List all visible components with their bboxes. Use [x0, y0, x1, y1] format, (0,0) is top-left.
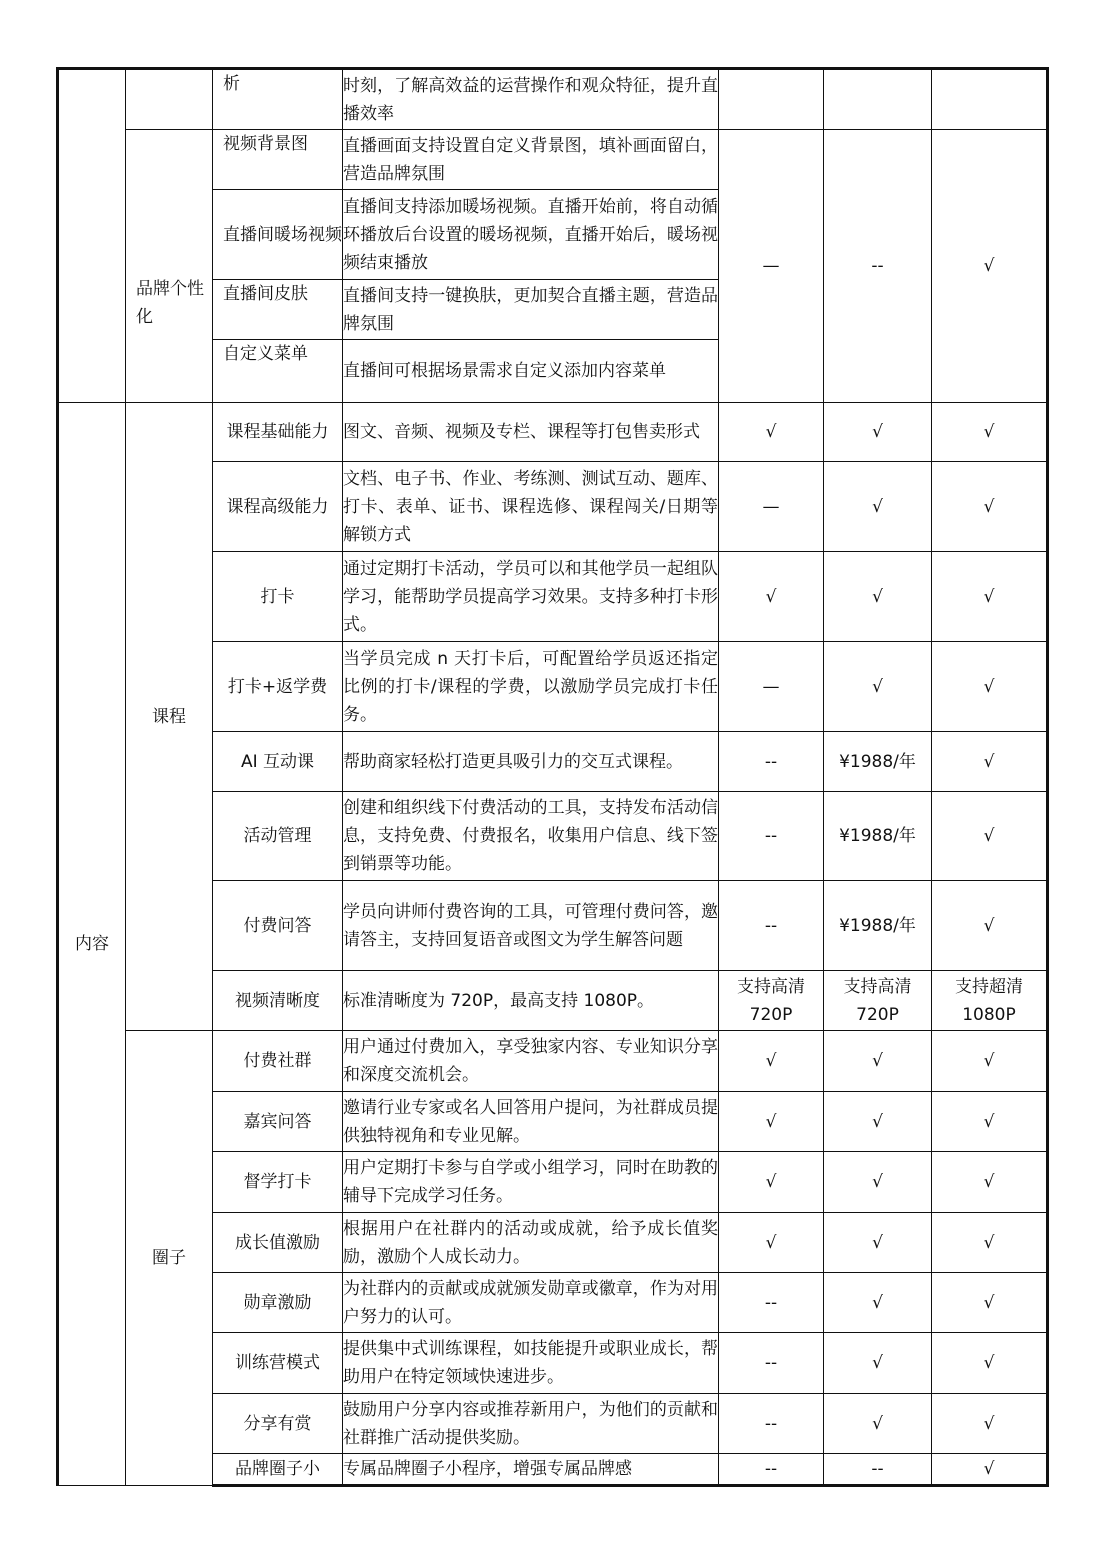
tier-2-value: √ [824, 1092, 932, 1152]
feature-description: 创建和组织线下付费活动的工具，支持发布活动信息，支持免费、付费报名，收集用户信息、线下签到销票等功能。 [343, 792, 719, 881]
feature-name: 付费问答 [213, 881, 343, 971]
tier-2-value: ¥1988/年 [824, 792, 932, 881]
feature-name: 课程高级能力 [213, 462, 343, 552]
feature-description: 鼓励用户分享内容或推荐新用户，为他们的贡献和社群推广活动提供奖励。 [343, 1394, 719, 1454]
feature-name: 品牌圈子小 [213, 1454, 343, 1486]
feature-description: 文档、电子书、作业、考练测、测试互动、题库、打卡、表单、证书、课程选修、课程闯关/日期等解锁方式 [343, 462, 719, 552]
tier-3-value: √ [932, 1152, 1048, 1213]
tier-3-value: √ [932, 1454, 1048, 1486]
tier-3-value: √ [932, 130, 1048, 403]
tier-3-value: √ [932, 881, 1048, 971]
feature-name: 训练营模式 [213, 1333, 343, 1394]
feature-description: 时刻，了解高效益的运营操作和观众特征，提升直播效率 [343, 69, 719, 130]
feature-description: 用户定期打卡参与自学或小组学习，同时在助教的辅导下完成学习任务。 [343, 1152, 719, 1213]
category-cell-blank [58, 69, 126, 403]
group-circle: 圈子 [126, 1031, 213, 1486]
tier-1-value: √ [719, 1092, 824, 1152]
tier-2-value: √ [824, 1394, 932, 1454]
tier-3-value: √ [932, 1273, 1048, 1333]
tier-1-value: -- [719, 732, 824, 792]
tier-1-value: √ [719, 1031, 824, 1092]
tier-3-value: √ [932, 1092, 1048, 1152]
feature-description: 提供集中式训练课程，如技能提升或职业成长，帮助用户在特定领域快速进步。 [343, 1333, 719, 1394]
tier-3-value: √ [932, 792, 1048, 881]
tier-2-value: √ [824, 1031, 932, 1092]
tier-1-value: √ [719, 1152, 824, 1213]
tier-3-value: √ [932, 1031, 1048, 1092]
feature-name: 视频背景图 [213, 130, 343, 190]
table-row [58, 69, 1048, 130]
table-row [58, 1031, 1048, 1092]
feature-name: 成长值激励 [213, 1213, 343, 1273]
feature-description: 当学员完成 n 天打卡后，可配置给学员返还指定比例的打卡/课程的学费，以激励学员完成打卡任务。 [343, 642, 719, 732]
feature-description: 直播画面支持设置自定义背景图，填补画面留白，营造品牌氛围 [343, 130, 719, 190]
feature-name: 直播间皮肤 [213, 280, 343, 340]
tier-3-value: √ [932, 462, 1048, 552]
tier-1-value: -- [719, 1333, 824, 1394]
feature-description: 用户通过付费加入，享受独家内容、专业知识分享和深度交流机会。 [343, 1031, 719, 1092]
tier-3-value: √ [932, 1394, 1048, 1454]
tier-2-value: √ [824, 552, 932, 642]
tier-1-value: √ [719, 403, 824, 462]
tier-3-value: √ [932, 1213, 1048, 1273]
feature-description: 专属品牌圈子小程序，增强专属品牌感 [343, 1454, 719, 1486]
tier-2-value [824, 69, 932, 130]
tier-1-value: -- [719, 1273, 824, 1333]
feature-name: 付费社群 [213, 1031, 343, 1092]
tier-2-value: -- [824, 1454, 932, 1486]
feature-name: 视频清晰度 [213, 971, 343, 1031]
tier-1-value: √ [719, 1213, 824, 1273]
feature-description: 学员向讲师付费咨询的工具，可管理付费问答，邀请答主，支持回复语音或图文为学生解答问题 [343, 881, 719, 971]
tier-1-value: -- [719, 1394, 824, 1454]
feature-description: 帮助商家轻松打造更具吸引力的交互式课程。 [343, 732, 719, 792]
tier-2-value: -- [824, 130, 932, 403]
tier-2-value: √ [824, 403, 932, 462]
feature-description: 直播间可根据场景需求自定义添加内容菜单 [343, 340, 719, 403]
table-row [58, 403, 1048, 462]
tier-3-value: √ [932, 403, 1048, 462]
tier-1-value: -- [719, 792, 824, 881]
feature-name: 打卡+返学费 [213, 642, 343, 732]
group-cell-blank [126, 69, 213, 130]
tier-2-value: ¥1988/年 [824, 881, 932, 971]
feature-name: 直播间暖场视频 [213, 190, 343, 280]
feature-name: AI 互动课 [213, 732, 343, 792]
tier-1-value: — [719, 642, 824, 732]
tier-1-value: 支持高清720P [719, 971, 824, 1031]
feature-description: 直播间支持添加暖场视频。直播开始前，将自动循环播放后台设置的暖场视频，直播开始后，暖场视频结束播放 [343, 190, 719, 280]
feature-name: 督学打卡 [213, 1152, 343, 1213]
feature-description: 为社群内的贡献或成就颁发勋章或徽章，作为对用户努力的认可。 [343, 1273, 719, 1333]
group-course: 课程 [126, 403, 213, 1031]
tier-2-value: √ [824, 642, 932, 732]
tier-2-value: √ [824, 462, 932, 552]
tier-1-value [719, 69, 824, 130]
tier-2-value: √ [824, 1213, 932, 1273]
tier-1-value: — [719, 462, 824, 552]
tier-3-value: 支持超清1080P [932, 971, 1048, 1031]
feature-name: 课程基础能力 [213, 403, 343, 462]
tier-2-value: ¥1988/年 [824, 732, 932, 792]
tier-1-value: √ [719, 552, 824, 642]
tier-3-value: √ [932, 642, 1048, 732]
feature-description: 直播间支持一键换肤，更加契合直播主题，营造品牌氛围 [343, 280, 719, 340]
tier-2-value: √ [824, 1273, 932, 1333]
feature-comparison-table [56, 67, 1049, 1487]
tier-3-value [932, 69, 1048, 130]
feature-description: 标准清晰度为 720P，最高支持 1080P。 [343, 971, 719, 1031]
feature-name: 勋章激励 [213, 1273, 343, 1333]
feature-description: 邀请行业专家或名人回答用户提问，为社群成员提供独特视角和专业见解。 [343, 1092, 719, 1152]
feature-name: 打卡 [213, 552, 343, 642]
feature-description: 图文、音频、视频及专栏、课程等打包售卖形式 [343, 403, 719, 462]
feature-name: 分享有赏 [213, 1394, 343, 1454]
tier-3-value: √ [932, 552, 1048, 642]
tier-2-value: √ [824, 1333, 932, 1394]
tier-2-value: √ [824, 1152, 932, 1213]
feature-name: 活动管理 [213, 792, 343, 881]
tier-1-value: — [719, 130, 824, 403]
tier-3-value: √ [932, 1333, 1048, 1394]
feature-name: 自定义菜单 [213, 340, 343, 403]
tier-3-value: √ [932, 732, 1048, 792]
feature-description: 通过定期打卡活动，学员可以和其他学员一起组队学习，能帮助学员提高学习效果。支持多种打卡形式。 [343, 552, 719, 642]
feature-name: 嘉宾问答 [213, 1092, 343, 1152]
tier-2-value: 支持高清720P [824, 971, 932, 1031]
category-content: 内容 [58, 403, 126, 1486]
feature-description: 根据用户在社群内的活动或成就，给予成长值奖励，激励个人成长动力。 [343, 1213, 719, 1273]
group-brand-personalization: 品牌个性化 [126, 130, 213, 403]
table-row [58, 130, 1048, 190]
tier-1-value: -- [719, 881, 824, 971]
tier-1-value: -- [719, 1454, 824, 1486]
feature-name: 析 [213, 69, 343, 130]
